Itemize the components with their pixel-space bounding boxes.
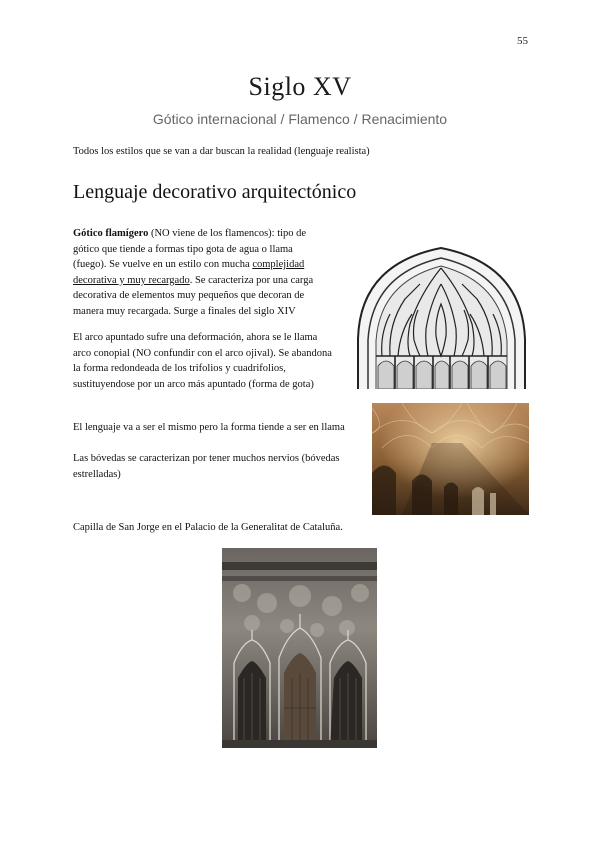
paragraph-flamboyant-gothic xyxy=(73,226,325,320)
intro-text: Todos los estilos que se van a dar buscan la realidad (lenguaje realista) xyxy=(73,146,370,157)
bold-term: Gótico flamígero xyxy=(73,228,149,239)
page-subtitle: Gótico internacional / Flamenco / Renacimiento xyxy=(152,111,448,127)
page-title: Siglo XV xyxy=(248,72,352,101)
paragraph-text: . Se caracteriza por una carga decorativa de elementos muy pequeños que decoran de manera muy recargada. Surge a finales del siglo XIV xyxy=(73,274,314,317)
underlined-text: complejidad decorativa y muy recargado xyxy=(73,259,305,286)
paragraph-ogee-arch: El arco apuntado sufre una deformación, ahora se le llama arco conopial (NO confundir con el arco ojival). Se abandona la forma redondeada de los trifolios y cuadrifolios, sustituyendose por un arco más apuntado (forma de gota) xyxy=(73,332,332,390)
section-heading: Lenguaje decorativo arquitectónico xyxy=(73,181,357,203)
fan-vault-photo xyxy=(372,403,529,515)
paragraph-text: (NO viene de los flamencos): tipo de gótico que tiende a formas tipo gota de agua o llama (fuego). Se vuelve en un estilo con mucha xyxy=(73,228,307,271)
tracery-window-figure xyxy=(350,244,533,389)
chapel-sant-jordi-photo xyxy=(222,548,377,748)
figure-caption: Capilla de San Jorge en el Palacio de la Generalitat de Cataluña. xyxy=(73,522,343,533)
paragraph-flame-form: El lenguaje va a ser el mismo pero la forma tiende a ser en llama xyxy=(73,422,345,433)
paragraph-vaults: Las bóvedas se caracterizan por tener muchos nervios (bóvedas estrelladas) xyxy=(73,453,340,480)
page-number: 55 xyxy=(517,35,528,47)
